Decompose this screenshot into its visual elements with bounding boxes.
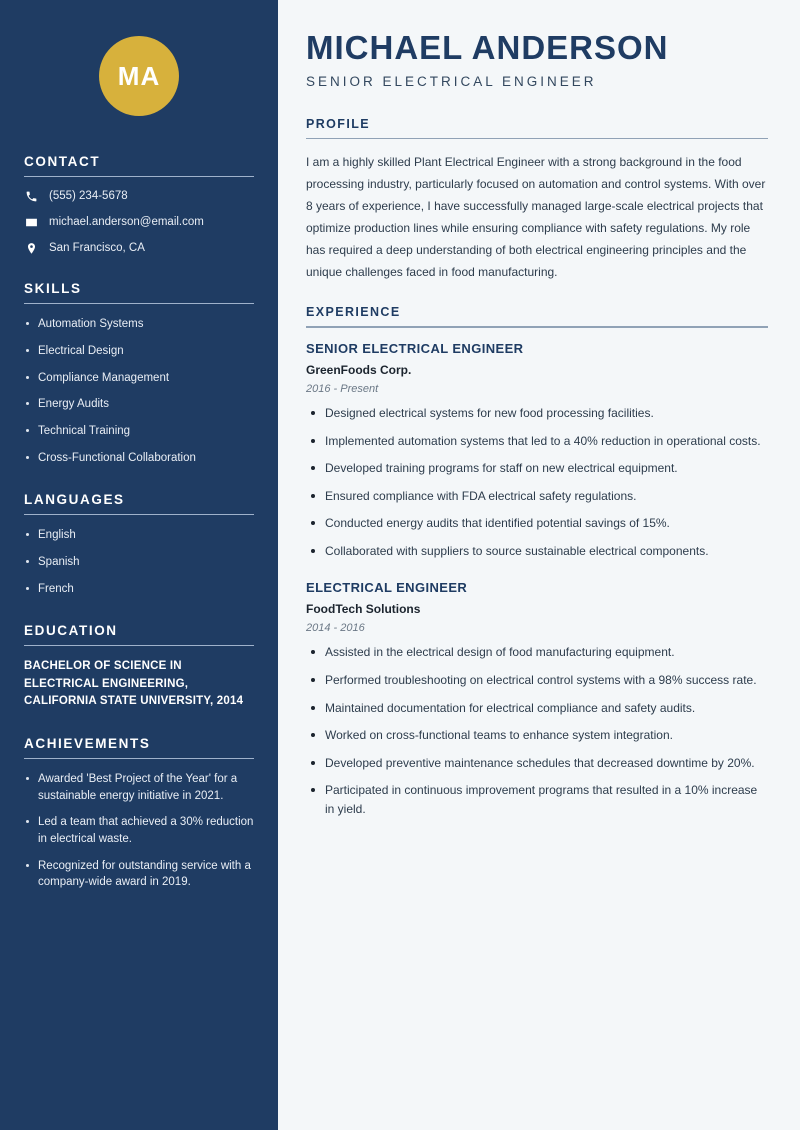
achievements-list <box>24 771 254 890</box>
languages-heading: LANGUAGES <box>24 492 125 508</box>
sidebar <box>0 0 278 1130</box>
phone-icon <box>24 189 38 203</box>
list-item: Awarded 'Best Project of the Year' for a sustainable energy initiative in 2021. <box>24 771 254 804</box>
avatar: MA <box>99 36 179 116</box>
envelope-icon <box>24 215 38 229</box>
list-item: English <box>24 527 254 543</box>
list-item: Assisted in the electrical design of food manufacturing equipment. <box>306 643 768 662</box>
sidebar-section-skills <box>24 281 254 466</box>
list-item: Worked on cross-functional teams to enhance system integration. <box>306 726 768 745</box>
list-item: Implemented automation systems that led to a 40% reduction in operational costs. <box>306 432 768 451</box>
avatar-container <box>24 0 254 154</box>
contact-divider <box>24 176 254 177</box>
skills-list <box>24 316 254 466</box>
list-item: Cross-Functional Collaboration <box>24 450 254 466</box>
experience-divider <box>306 326 768 328</box>
job-company: GreenFoods Corp. <box>306 362 412 377</box>
main-content <box>278 0 800 1130</box>
job-dates: 2014 - 2016 <box>306 622 365 635</box>
job-bullet-list <box>306 404 768 561</box>
job-company: FoodTech Solutions <box>306 602 421 617</box>
contact-item-phone[interactable] <box>24 189 254 203</box>
languages-list <box>24 527 254 597</box>
list-item: Technical Training <box>24 423 254 439</box>
list-item: Led a team that achieved a 30% reduction in electrical waste. <box>24 814 254 847</box>
list-item: Electrical Design <box>24 343 254 359</box>
list-item: Performed troubleshooting on electrical control systems with a 98% success rate. <box>306 671 768 690</box>
skills-divider <box>24 303 254 304</box>
list-item: Conducted energy audits that identified potential savings of 15%. <box>306 514 768 533</box>
achievements-heading: ACHIEVEMENTS <box>24 736 151 752</box>
list-item: Energy Audits <box>24 396 254 412</box>
list-item: Collaborated with suppliers to source sustainable electrical components. <box>306 542 768 561</box>
skills-heading: SKILLS <box>24 281 82 296</box>
achievements-divider <box>24 758 254 759</box>
list-item: French <box>24 581 254 597</box>
contact-phone-value: (555) 234-5678 <box>49 190 128 202</box>
education-divider <box>24 645 254 646</box>
contact-heading: CONTACT <box>24 154 101 169</box>
education-heading: EDUCATION <box>24 623 118 639</box>
list-item: Ensured compliance with FDA electrical safety regulations. <box>306 487 768 506</box>
list-item: Spanish <box>24 554 254 570</box>
experience-entry <box>306 341 768 561</box>
sidebar-section-contact <box>24 154 254 255</box>
list-item: Designed electrical systems for new food processing facilities. <box>306 404 768 423</box>
list-item: Compliance Management <box>24 370 254 386</box>
contact-item-email[interactable] <box>24 215 254 229</box>
profile-heading: PROFILE <box>306 116 370 131</box>
education-degree: BACHELOR OF SCIENCE IN ELECTRICAL ENGINEERING, CALIFORNIA STATE UNIVERSITY, 2014 <box>24 660 244 707</box>
list-item: Developed preventive maintenance schedules that decreased downtime by 20%. <box>306 754 768 773</box>
job-dates: 2016 - Present <box>306 382 379 395</box>
profile-text: I am a highly skilled Plant Electrical Engineer with a strong background in the food processing industry, particularly focused on automation and control systems. With over 8 years of experience, I have successfully managed large-scale electrical projects that optimize production lines while ensuring compliance with safety regulations. My role has required a deep understanding of both electrical engineering principles and the unique challenges faced in food manufacturing. <box>306 155 766 279</box>
contact-location-value: San Francisco, CA <box>49 242 145 254</box>
sidebar-section-languages <box>24 492 254 597</box>
job-title: ELECTRICAL ENGINEER <box>306 580 468 596</box>
list-item: Maintained documentation for electrical compliance and safety audits. <box>306 699 768 718</box>
experience-heading: EXPERIENCE <box>306 305 401 320</box>
list-item: Recognized for outstanding service with a company-wide award in 2019. <box>24 858 254 891</box>
sidebar-section-education <box>24 623 254 710</box>
languages-divider <box>24 514 254 515</box>
job-role-subtitle: SENIOR ELECTRICAL ENGINEER <box>306 73 597 89</box>
job-bullet-list <box>306 643 768 818</box>
contact-item-location[interactable] <box>24 241 254 255</box>
list-item: Developed training programs for staff on new electrical equipment. <box>306 459 768 478</box>
experience-entry <box>306 580 768 818</box>
section-profile <box>306 117 768 283</box>
location-pin-icon <box>24 241 38 255</box>
sidebar-section-achievements <box>24 736 254 890</box>
job-title: SENIOR ELECTRICAL ENGINEER <box>306 340 524 356</box>
list-item: Automation Systems <box>24 316 254 332</box>
contact-email-value: michael.anderson@email.com <box>49 216 204 228</box>
list-item: Participated in continuous improvement programs that resulted in a 10% increase in yield. <box>306 781 768 818</box>
page-title: MICHAEL ANDERSON <box>306 29 669 66</box>
profile-divider <box>306 138 768 140</box>
section-experience <box>306 305 768 818</box>
